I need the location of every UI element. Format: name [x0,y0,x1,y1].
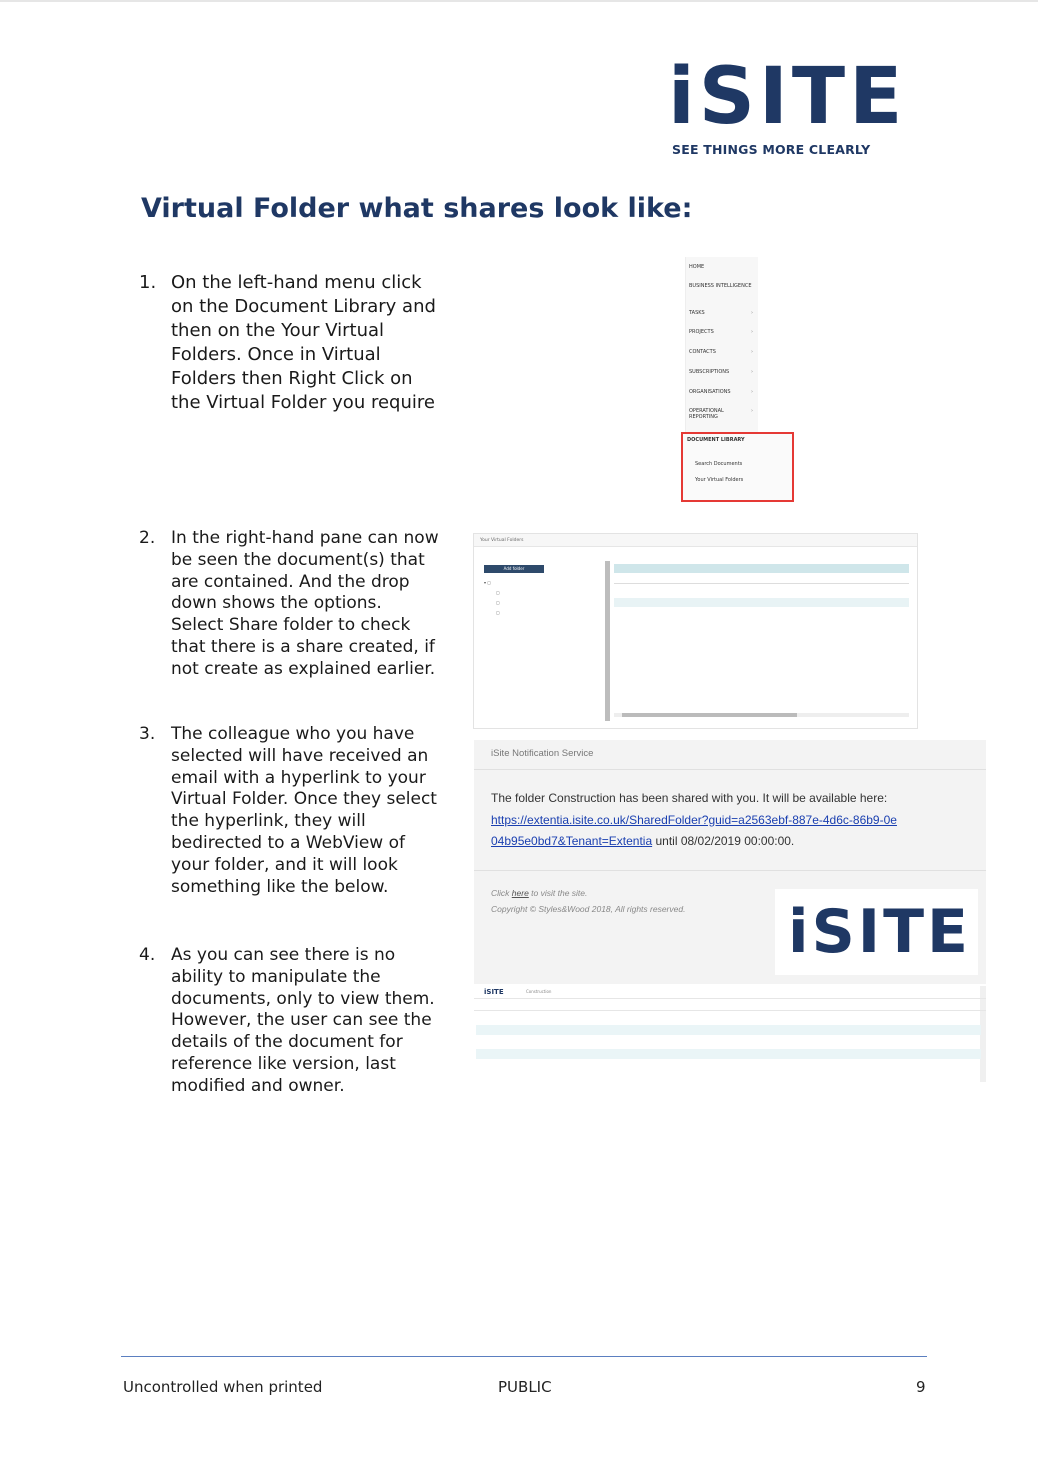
menu-item-contacts[interactable]: CONTACTS › [689,349,753,355]
add-folder-button[interactable]: Add folder [484,565,544,573]
email-expiry-text: until 08/02/2019 00:00:00. [655,834,795,848]
document-library-highlight [681,432,794,502]
folders-titlebar [474,534,917,547]
menu-item-subscriptions[interactable]: SUBSCRIPTIONS › [689,369,753,375]
tree-node[interactable]: ▢ [496,590,500,595]
footer-rule [121,1356,927,1357]
tree-node[interactable]: ▢ [496,610,500,615]
chevron-right-icon: › [751,310,753,316]
visit-site-link[interactable]: here [511,888,529,898]
page-number: 9 [916,1378,926,1396]
pane-scrollbar[interactable] [605,561,610,721]
webview-topbar [474,986,986,999]
step-1 [139,271,439,415]
webview-screenshot [474,986,986,1082]
webview-table-header [474,1002,986,1011]
top-rule [0,0,1038,2]
tree-node[interactable]: ▾ ▢ [484,580,492,585]
shared-folder-link[interactable]: https://extentia.isite.co.uk/SharedFolder?guid=a2563ebf-887e-4d6c-86b9-0e04b95e0bd7&Tenant=Extentia [491,812,897,848]
step-text: On the left-hand menu click on the Document Library and then on the Your Virtual Folders. Once in Virtual Folders then Right Click on the Virtual Folder you require [171,272,436,413]
table-row[interactable] [476,1025,981,1035]
step-text: The colleague who you have selected will have received an email with a hyperlink to your Virtual Folder. Once they select the hyperlink, they will bedirected to a WebView of your folder, and it will look something like the below. [171,724,437,897]
webview-logo: iSITE [484,988,504,996]
table-row[interactable] [614,586,909,595]
step-number: 3. [139,724,156,744]
logo-wordmark: iSITE [668,52,907,142]
email-body [491,788,901,853]
chevron-right-icon: › [751,369,753,375]
chevron-right-icon: › [751,349,753,355]
info-banner [614,564,909,573]
step-number: 1. [139,272,157,293]
menu-item-tasks[interactable]: TASKS › [689,310,753,316]
chevron-right-icon: › [751,389,753,395]
isite-logo [668,52,907,162]
menu-item-operational-reporting[interactable]: OPERATIONAL REPORTING › [689,408,753,420]
menu-item-home[interactable]: HOME [689,264,705,270]
menu-item-organisations[interactable]: ORGANISATIONS › [689,389,753,395]
step-2 [139,528,439,681]
email-header: iSite Notification Service [491,748,594,759]
email-footer-visit: Click here to visit the site. [491,888,588,898]
divider [474,870,986,871]
virtual-folders-screenshot [473,533,918,729]
table-row[interactable] [614,610,909,619]
menu-item-projects[interactable]: PROJECTS › [689,329,753,335]
email-body-text: The folder Construction has been shared with you. It will be available here: [491,791,888,805]
menu-item-business-intelligence[interactable]: BUSINESS INTELLIGENCE [689,283,752,289]
email-footer-copyright: Copyright © Styles&Wood 2018, All rights reserved. [491,904,686,914]
step-4 [139,945,439,1098]
tree-node[interactable]: ▢ [496,600,500,605]
email-isite-logo [775,889,978,975]
step-3 [139,724,439,898]
step-number: 4. [139,945,156,965]
chevron-right-icon: › [751,408,753,414]
documents-header [614,575,909,584]
menu-item-your-virtual-folders[interactable]: Your Virtual Folders [695,477,744,483]
breadcrumb[interactable]: Construction [526,989,552,994]
table-row[interactable] [614,598,909,607]
documents-pane [614,564,909,714]
step-number: 2. [139,528,156,548]
menu-screenshot [685,257,758,433]
menu-item-search-documents[interactable]: Search Documents [695,461,743,467]
folders-title: Your Virtual Folders [480,538,524,543]
table-row[interactable] [476,1049,981,1059]
step-text: As you can see there is no ability to manipulate the documents, only to view them. However, the user can see the details of the document for reference like version, last modified and owner. [171,945,435,1096]
footer-uncontrolled: Uncontrolled when printed [123,1378,323,1396]
email-logo-wordmark: iSITE [788,897,972,967]
horizontal-scrollbar[interactable] [614,713,909,717]
table-row[interactable] [476,1013,981,1023]
divider [474,769,986,770]
footer-classification: PUBLIC [498,1378,552,1396]
email-screenshot [474,740,986,984]
page-heading: Virtual Folder what shares look like: [141,193,693,224]
step-text: In the right-hand pane can now be seen the document(s) that are contained. And the drop down shows the options. Select Share folder to check that there is a share created, if not create as explained earlier. [171,528,439,679]
logo-tagline: SEE THINGS MORE CLEARLY [672,142,871,157]
chevron-right-icon: › [751,329,753,335]
table-row[interactable] [476,1037,981,1047]
menu-item-document-library[interactable]: DOCUMENT LIBRARY [687,437,745,443]
